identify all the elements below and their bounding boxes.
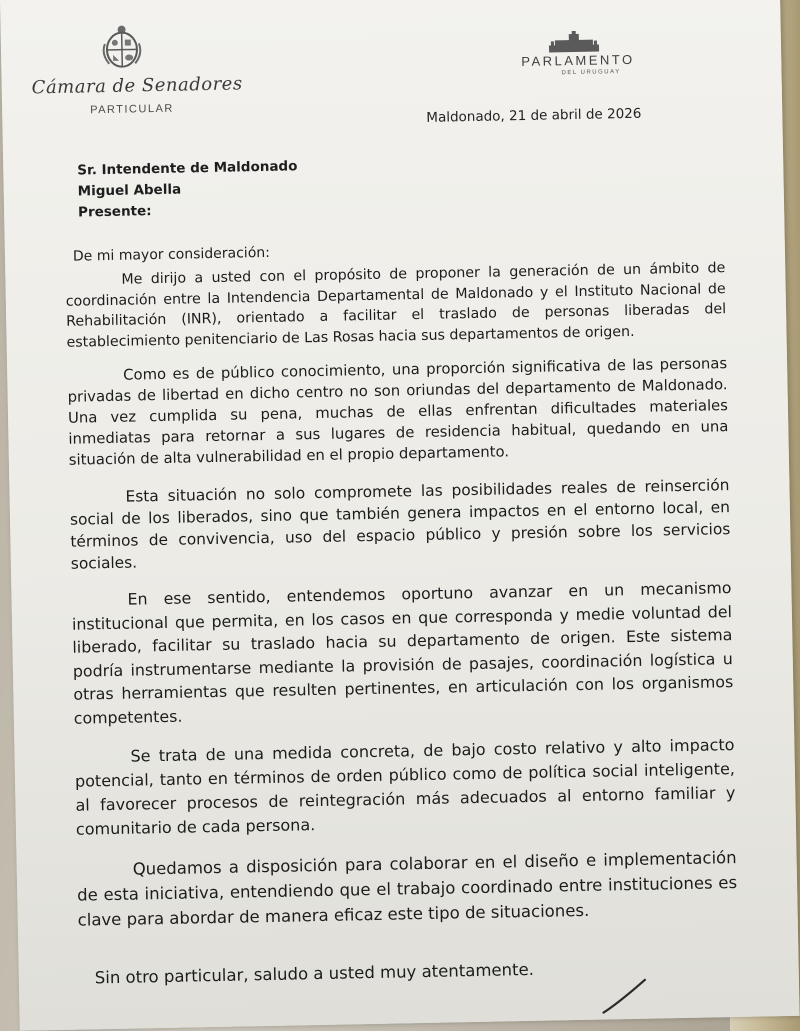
paragraph-5: Se trata de una medida concreta, de bajo costo relativo y alto impacto potencial, tanto en términos de orden público como de política social inteligente, al favorecer procesos de reintegración más adecuados al entorno familiar y comunitario de cada persona. (74, 735, 736, 840)
parliament-sub-label: DEL URUGUAY (561, 69, 621, 77)
addressee-block (77, 156, 298, 223)
addressee-title: Sr. Intendente de Maldonado (77, 158, 298, 179)
paragraph-3: Esta situación no solo compromete las posibilidades reales de reinserción social de los liberados, sino que también genera impactos en el entorno local, en términos de convivencia, uso del espacio público y presión sobre los servicios sociales. (69, 476, 731, 574)
chamber-name: Cámara de Senadores (31, 73, 243, 99)
coat-of-arms-icon (100, 23, 143, 70)
legislative-palace-icon (547, 30, 601, 53)
senate-letterhead (30, 22, 243, 126)
signature-stroke (599, 978, 650, 1015)
paragraph-1: Me dirijo a usted con el propósito de proponer la generación de un ámbito de coordinación entre la Intendencia Departamental de Maldonado y el Instituto Nacional de Rehabilitación (INR), orientado a facilitar el traslado de personas liberadas del establecimiento penitenciario de Las Rosas hacia sus departamentos de origen. (65, 260, 727, 351)
chamber-sub-label: PARTICULAR (90, 102, 174, 117)
paragraph-2: Como es de público conocimiento, una proporción significativa de las personas privadas de libertad en dicho centro no son oriundas del departamento de Maldonado. Una vez cumplida su pena, muchas de ellas enfrentan dificultades materiales inmediatas para retornar a sus lugares de residencia habitual, quedando en una situación de alta vulnerabilidad en el propio departamento. (67, 355, 729, 469)
parliament-name: PARLAMENTO (521, 51, 635, 70)
addressee-presente: Presente: (77, 203, 152, 221)
addressee-name: Miguel Abella (77, 181, 182, 200)
closing-line: Sin otro particular, saludo a usted muy atentamente. (94, 959, 535, 988)
letter-body (65, 258, 738, 933)
letter-date: Maldonado, 21 de abril de 2026 (426, 105, 642, 126)
parliament-letterhead (521, 28, 652, 90)
paragraph-4: En ese sentido, entendemos oportuno avanzar en un mecanismo institucional que permita, en los casos en que corresponda y medie voluntad del liberado, facilitar su traslado hacia su departamento de origen. Este sistema podría instrumentarse mediante la provisión de pasajes, coordinación logística u otras herramientas que resulten pertinentes, en articulación con los organismos competentes. (71, 578, 734, 728)
paragraph-6: Quedamos a disposición para colaborar en el diseño e implementación de esta iniciativa, entendiendo que el trabajo coordinado entre instituciones es clave para abordar de manera eficaz este tipo de situaciones. (77, 848, 738, 931)
salutation: De mi mayor consideración: (72, 244, 271, 265)
